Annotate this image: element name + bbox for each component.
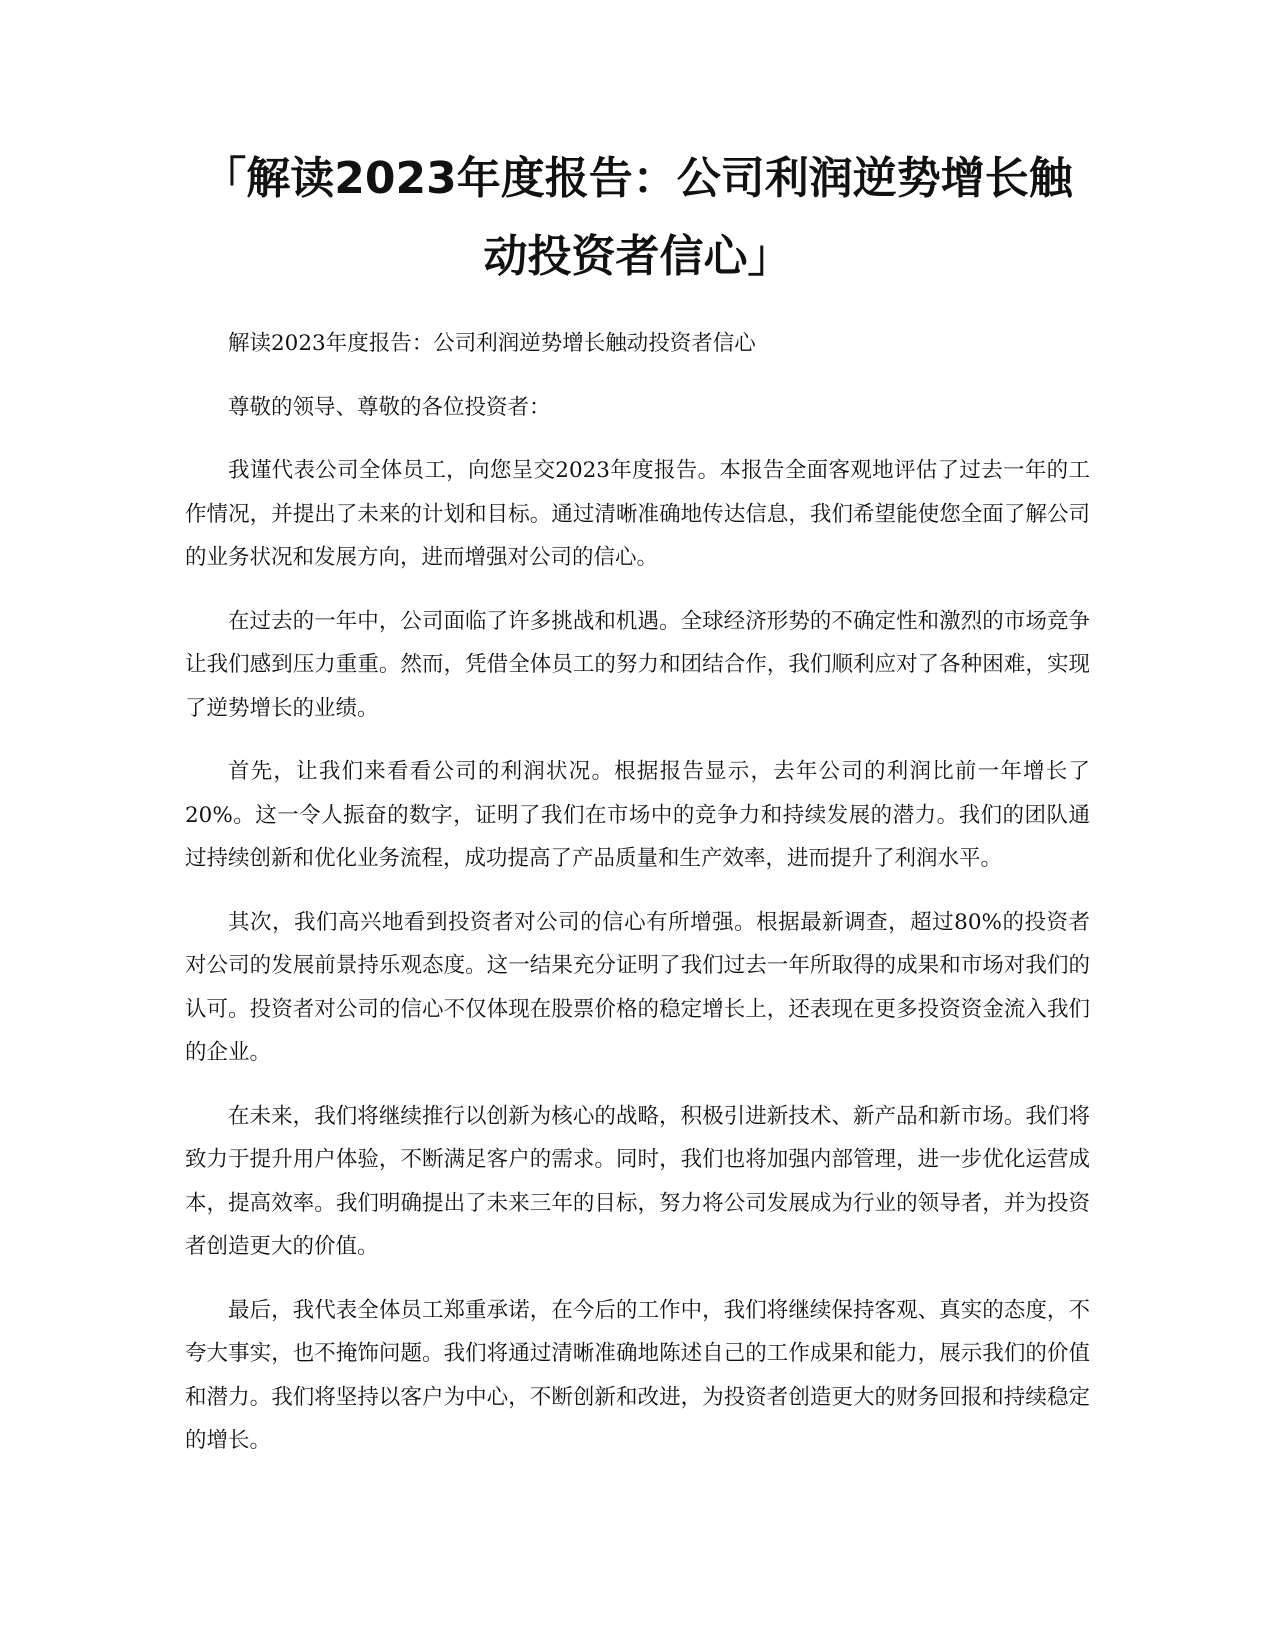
salutation-paragraph: 尊敬的领导、尊敬的各位投资者：	[228, 394, 551, 420]
body-paragraph: 首先，让我们来看看公司的利润状况。根据报告显示，去年公司的利润比前一年增长了20%。这一令人振奋的数字，证明了我们在市场中的竞争力和持续发展的潜力。我们的团队通过持续创新和优化业务流程，成功提高了产品质量和生产效率，进而提升了利润水平。	[185, 759, 1090, 871]
body-paragraph: 在未来，我们将继续推行以创新为核心的战略，积极引进新技术、新产品和新市场。我们将致力于提升用户体验，不断满足客户的需求。同时，我们也将加强内部管理，进一步优化运营成本，提高效率。我们明确提出了未来三年的目标，努力将公司发展成为行业的领导者，并为投资者创造更大的价值。	[185, 1103, 1090, 1259]
body-paragraph: 我谨代表公司全体员工，向您呈交2023年度报告。本报告全面客观地评估了过去一年的工作情况，并提出了未来的计划和目标。通过清晰准确地传达信息，我们希望能使您全面了解公司的业务状况和发展方向，进而增强对公司的信心。	[185, 458, 1090, 570]
body-paragraph: 最后，我代表全体员工郑重承诺，在今后的工作中，我们将继续保持客观、真实的态度，不夸大事实，也不掩饰问题。我们将通过清晰准确地陈述自己的工作成果和能力，展示我们的价值和潜力。我们将坚持以客户为中心，不断创新和改进，为投资者创造更大的财务回报和持续稳定的增长。	[185, 1297, 1090, 1453]
body-paragraph: 其次，我们高兴地看到投资者对公司的信心有所增强。根据最新调查，超过80%的投资者对公司的发展前景持乐观态度。这一结果充分证明了我们过去一年所取得的成果和市场对我们的认可。投资者对公司的信心不仅体现在股票价格的稳定增长上，还表现在更多投资资金流入我们的企业。	[185, 909, 1090, 1065]
body-paragraph: 在过去的一年中，公司面临了许多挑战和机遇。全球经济形势的不确定性和激烈的市场竞争让我们感到压力重重。然而，凭借全体员工的努力和团结合作，我们顺利应对了各种困难，实现了逆势增长的业绩。	[185, 608, 1090, 721]
document-body	[185, 322, 1090, 1483]
document-title: 「解读2023年度报告：公司利润逆势增长触动投资者信心」	[202, 153, 1073, 282]
subtitle-paragraph: 解读2023年度报告：公司利润逆势增长触动投资者信心	[228, 331, 756, 356]
